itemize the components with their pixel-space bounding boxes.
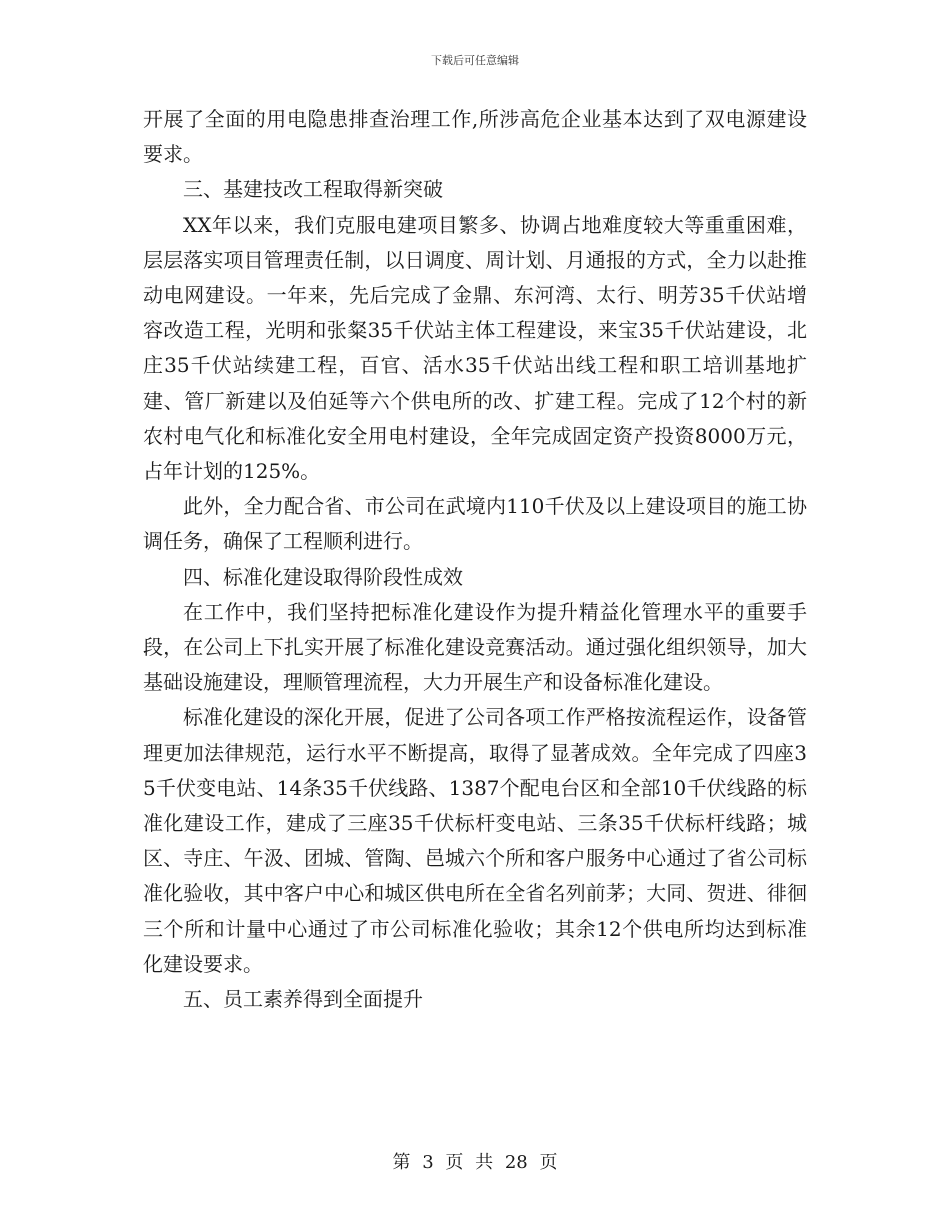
paragraph-cooperation: 此外，全力配合省、市公司在武境内110千伏及以上建设项目的施工协调任务，确保了工程顺利进行。 bbox=[143, 494, 807, 554]
paragraph-infrastructure: XX年以来，我们克服电建项目繁多、协调占地难度较大等重重困难，层层落实项目管理责任制，以日调度、周计划、月通报的方式，全力以赴推动电网建设。一年来，先后完成了金鼎、东河湾、太行、明芳35千伏站增容改造工程，光明和张粲35千伏站主体工程建设，来宝35千伏站建设，北庄35千伏站续建工程，百官、活水35千伏站出线工程和职工培训基地扩建、管厂新建以及伯延等六个供电所的改、扩建工程。完成了12个村的新农村电气化和标准化安全用电村建设，全年完成固定资产投资8000万元，占年计划的125%。 bbox=[143, 212, 807, 484]
page-header: 下载后可任意编辑 bbox=[431, 54, 519, 67]
paragraph-standardization-intro: 在工作中，我们坚持把标准化建设作为提升精益化管理水平的重要手段，在公司上下扎实开展了标准化建设竞赛活动。通过强化组织领导，加大基础设施建设，理顺管理流程，大力开展生产和设备标准化建设。 bbox=[143, 599, 807, 695]
document-body bbox=[143, 102, 807, 1017]
paragraph-continuation: 开展了全面的用电隐患排查治理工作,所涉高危企业基本达到了双电源建设要求。 bbox=[143, 107, 807, 167]
paragraph-standardization-results: 标准化建设的深化开展，促进了公司各项工作严格按流程运作，设备管理更加法律规范，运行水平不断提高，取得了显著成效。全年完成了四座35千伏变电站、14条35千伏线路、1387个配电台区和全部10千伏线路的标准化建设工作，建成了三座35千伏标杆变电站、三条35千伏标杆线路；城区、寺庄、午汲、团城、管陶、邑城六个所和客户服务中心通过了省公司标准化验收，其中客户中心和城区供电所在全省名列前茅；大同、贺进、徘徊三个所和计量中心通过了市公司标准化验收；其余12个供电所均达到标准化建设要求。 bbox=[143, 705, 807, 976]
section-heading-3: 三、基建技改工程取得新突破 bbox=[183, 177, 443, 202]
section-heading-5: 五、员工素养得到全面提升 bbox=[183, 987, 423, 1012]
page-number: 第 3 页 共 28 页 bbox=[392, 1152, 558, 1173]
section-heading-4: 四、标准化建设取得阶段性成效 bbox=[183, 564, 463, 589]
